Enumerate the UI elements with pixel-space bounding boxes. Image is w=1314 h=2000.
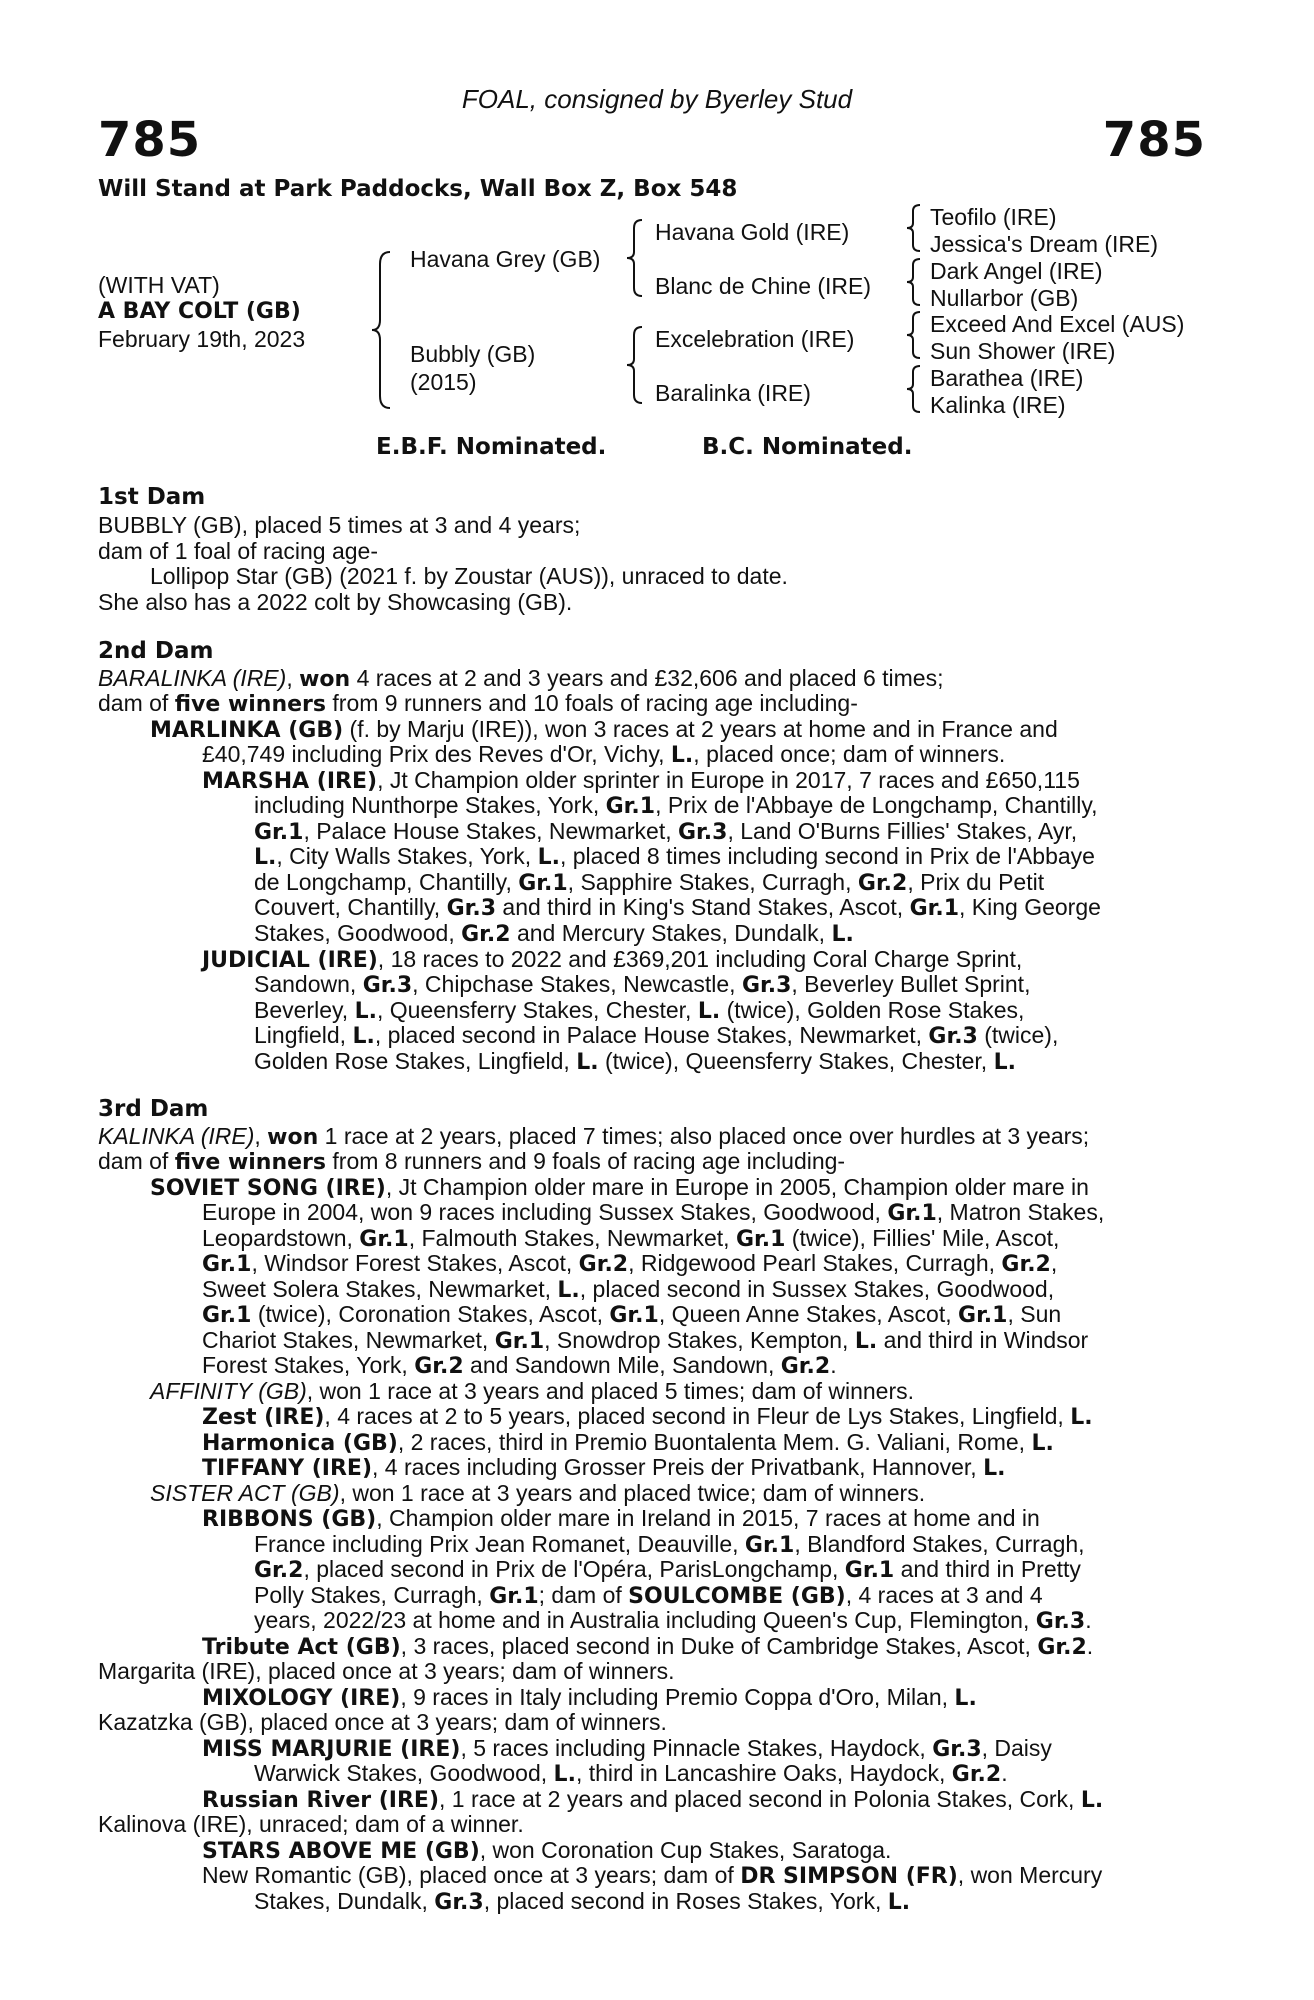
third-dam-line-1: KALINKA (IRE), won 1 race at 2 years, placed 7 times; also placed once over hurdles at 3 years;: [98, 1123, 1090, 1150]
pedigree-g3-7: Barathea (IRE): [930, 365, 1084, 391]
stars-above-me-line: STARS ABOVE ME (GB), won Coronation Cup Stakes, Saratoga.: [202, 1837, 892, 1864]
marsha-line-4: L., City Walls Stakes, York, L., placed 8 times including second in Prix de l'Abbaye: [254, 843, 1095, 870]
pedigree-g3-2: Jessica's Dream (IRE): [930, 231, 1159, 257]
stand-location: Will Stand at Park Paddocks, Wall Box Z, Box 548: [98, 176, 738, 202]
pedigree-g3-1: Teofilo (IRE): [930, 204, 1057, 230]
zest-line: Zest (IRE), 4 races at 2 to 5 years, placed second in Fleur de Lys Stakes, Lingfield, L.: [202, 1403, 1093, 1430]
mixology-line: MIXOLOGY (IRE), 9 races in Italy including Premio Coppa d'Oro, Milan, L.: [202, 1684, 977, 1711]
pedigree-brace-g3-2: [904, 257, 922, 307]
soviet-song-line-3: Leopardstown, Gr.1, Falmouth Stakes, Newmarket, Gr.1 (twice), Fillies' Mile, Ascot,: [202, 1225, 1060, 1252]
third-dam-line-2: dam of five winners from 8 runners and 9 foals of racing age including-: [98, 1148, 846, 1175]
kalinova-line: Kalinova (IRE), unraced; dam of a winner.: [98, 1811, 524, 1837]
first-dam-line-1: BUBBLY (GB), placed 5 times at 3 and 4 years;: [98, 512, 581, 538]
pedigree-dam-sire: Excelebration (IRE): [655, 326, 855, 352]
horse-dob: February 19th, 2023: [98, 326, 306, 352]
pedigree-sire: Havana Grey (GB): [410, 246, 601, 272]
pedigree-brace-main: [368, 250, 392, 410]
soviet-song-line-6: Gr.1 (twice), Coronation Stakes, Ascot, Gr.1, Queen Anne Stakes, Ascot, Gr.1, Sun: [202, 1301, 1062, 1328]
soviet-song-line-5: Sweet Solera Stakes, Newmarket, L., placed second in Sussex Stakes, Goodwood,: [202, 1276, 1055, 1303]
marsha-line-3: Gr.1, Palace House Stakes, Newmarket, Gr.3, Land O'Burns Fillies' Stakes, Ayr,: [254, 818, 1078, 845]
pedigree-dam-year: (2015): [410, 369, 477, 395]
marsha-line-6: Couvert, Chantilly, Gr.3 and third in King's Stand Stakes, Ascot, Gr.1, King George: [254, 894, 1101, 921]
miss-marjurie-line-1: MISS MARJURIE (IRE), 5 races including Pinnacle Stakes, Haydock, Gr.3, Daisy: [202, 1735, 1052, 1762]
marsha-line-2: including Nunthorpe Stakes, York, Gr.1, Prix de l'Abbaye de Longchamp, Chantilly,: [254, 792, 1098, 819]
pedigree-sire-sire: Havana Gold (IRE): [655, 219, 850, 245]
marsha-line-1: MARSHA (IRE), Jt Champion older sprinter in Europe in 2017, 7 races and £650,115: [202, 767, 1080, 794]
pedigree-g3-8: Kalinka (IRE): [930, 392, 1066, 418]
miss-marjurie-line-2: Warwick Stakes, Goodwood, L., third in Lancashire Oaks, Haydock, Gr.2.: [254, 1760, 1008, 1787]
soviet-song-line-2: Europe in 2004, won 9 races including Sussex Stakes, Goodwood, Gr.1, Matron Stakes,: [202, 1199, 1105, 1226]
ribbons-line-2: France including Prix Jean Romanet, Deauville, Gr.1, Blandford Stakes, Curragh,: [254, 1531, 1085, 1558]
second-dam-line-1: BARALINKA (IRE), won 4 races at 2 and 3 years and £32,606 and placed 6 times;: [98, 665, 944, 692]
pedigree-dam-dam: Baralinka (IRE): [655, 380, 811, 406]
pedigree-g3-4: Nullarbor (GB): [930, 285, 1079, 311]
ribbons-line-3: Gr.2, placed second in Prix de l'Opéra, ParisLongchamp, Gr.1 and third in Pretty: [254, 1556, 1081, 1583]
marlinka-line-2: £40,749 including Prix des Reves d'Or, Vichy, L., placed once; dam of winners.: [202, 741, 1006, 768]
ribbons-line-1: RIBBONS (GB), Champion older mare in Ireland in 2015, 7 races at home and in: [202, 1505, 1040, 1532]
second-dam-heading: 2nd Dam: [98, 638, 214, 664]
horse-name: A BAY COLT (GB): [98, 299, 301, 324]
soviet-song-line-1: SOVIET SONG (IRE), Jt Champion older mare in Europe in 2005, Champion older mare in: [150, 1174, 1089, 1201]
marsha-line-5: de Longchamp, Chantilly, Gr.1, Sapphire Stakes, Curragh, Gr.2, Prix du Petit: [254, 869, 1045, 896]
pedigree-brace-g3-4: [904, 364, 922, 414]
pedigree-dam: Bubbly (GB): [410, 341, 536, 367]
vat-note: (WITH VAT): [98, 272, 220, 298]
first-dam-heading: 1st Dam: [98, 484, 206, 510]
affinity-line: AFFINITY (GB), won 1 race at 3 years and placed 5 times; dam of winners.: [150, 1378, 915, 1404]
pedigree-sire-dam: Blanc de Chine (IRE): [655, 273, 872, 299]
tiffany-line: TIFFANY (IRE), 4 races including Grosser Preis der Privatbank, Hannover, L.: [202, 1454, 1006, 1481]
third-dam-heading: 3rd Dam: [98, 1096, 209, 1122]
pedigree-g3-5: Exceed And Excel (AUS): [930, 311, 1185, 337]
judicial-line-3: Beverley, L., Queensferry Stakes, Chester, L. (twice), Golden Rose Stakes,: [254, 997, 1025, 1024]
second-dam-line-2: dam of five winners from 9 runners and 10 foals of racing age including-: [98, 690, 858, 717]
harmonica-line: Harmonica (GB), 2 races, third in Premio Buontalenta Mem. G. Valiani, Rome, L.: [202, 1429, 1054, 1456]
kazatzka-line: Kazatzka (GB), placed once at 3 years; dam of winners.: [98, 1709, 667, 1735]
marsha-line-7: Stakes, Goodwood, Gr.2 and Mercury Stakes, Dundalk, L.: [254, 920, 854, 947]
judicial-line-1: JUDICIAL (IRE), 18 races to 2022 and £369,201 including Coral Charge Sprint,: [202, 946, 1023, 973]
sister-act-line: SISTER ACT (GB), won 1 race at 3 years and placed twice; dam of winners.: [150, 1480, 926, 1506]
ribbons-line-5: years, 2022/23 at home and in Australia including Queen's Cup, Flemington, Gr.3.: [254, 1607, 1092, 1634]
first-dam-line-3: Lollipop Star (GB) (2021 f. by Zoustar (AUS)), unraced to date.: [150, 563, 788, 589]
soviet-song-line-4: Gr.1, Windsor Forest Stakes, Ascot, Gr.2, Ridgewood Pearl Stakes, Curragh, Gr.2,: [202, 1250, 1058, 1277]
ribbons-line-4: Polly Stakes, Curragh, Gr.1; dam of SOULCOMBE (GB), 4 races at 3 and 4: [254, 1582, 1043, 1609]
bc-nominated: B.C. Nominated.: [702, 434, 913, 460]
new-romantic-line-1: New Romantic (GB), placed once at 3 years; dam of DR SIMPSON (FR), won Mercury: [202, 1862, 1103, 1889]
soviet-song-line-8: Forest Stakes, York, Gr.2 and Sandown Mile, Sandown, Gr.2.: [202, 1352, 837, 1379]
pedigree-g3-6: Sun Shower (IRE): [930, 338, 1116, 364]
pedigree-brace-dam: [624, 325, 644, 405]
pedigree-brace-g3-3: [904, 310, 922, 360]
first-dam-line-2: dam of 1 foal of racing age-: [98, 538, 378, 564]
lot-number-right: 785: [1102, 112, 1206, 168]
marlinka-line-1: MARLINKA (GB) (f. by Marju (IRE)), won 3 races at 2 years at home and in France and: [150, 716, 1058, 743]
judicial-line-5: Golden Rose Stakes, Lingfield, L. (twice), Queensferry Stakes, Chester, L.: [254, 1048, 1016, 1075]
pedigree-brace-sire: [624, 218, 644, 298]
judicial-line-4: Lingfield, L., placed second in Palace House Stakes, Newmarket, Gr.3 (twice),: [254, 1022, 1059, 1049]
lot-number-left: 785: [98, 112, 202, 168]
new-romantic-line-2: Stakes, Dundalk, Gr.3, placed second in Roses Stakes, York, L.: [254, 1888, 911, 1915]
pedigree-brace-g3-1: [904, 203, 922, 253]
ebf-nominated: E.B.F. Nominated.: [376, 434, 607, 460]
tribute-act-line: Tribute Act (GB), 3 races, placed second in Duke of Cambridge Stakes, Ascot, Gr.2.: [202, 1633, 1094, 1660]
consignor-line: FOAL, consigned by Byerley Stud: [461, 84, 853, 114]
pedigree-g3-3: Dark Angel (IRE): [930, 258, 1103, 284]
first-dam-line-4: She also has a 2022 colt by Showcasing (GB).: [98, 589, 573, 615]
russian-river-line: Russian River (IRE), 1 race at 2 years and placed second in Polonia Stakes, Cork, L.: [202, 1786, 1104, 1813]
soviet-song-line-7: Chariot Stakes, Newmarket, Gr.1, Snowdrop Stakes, Kempton, L. and third in Windsor: [202, 1327, 1089, 1354]
judicial-line-2: Sandown, Gr.3, Chipchase Stakes, Newcastle, Gr.3, Beverley Bullet Sprint,: [254, 971, 1031, 998]
margarita-line: Margarita (IRE), placed once at 3 years; dam of winners.: [98, 1658, 675, 1684]
